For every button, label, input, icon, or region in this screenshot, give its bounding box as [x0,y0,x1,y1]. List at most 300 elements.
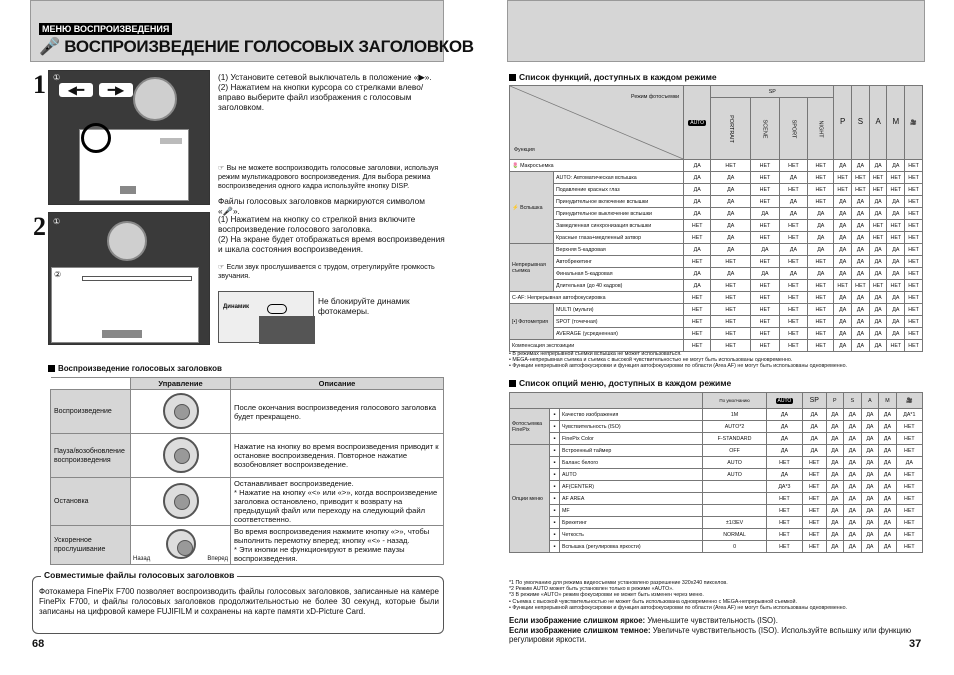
row-desc: После окончания воспроизведения голосового заголовка будет прекращено. [231,390,444,434]
dark-label: Если изображение слишком темное: [509,625,651,635]
mode-auto: AUTO [684,86,711,160]
mt-cell: ДА [844,409,862,421]
ft-cell: НЕТ [779,160,807,172]
ft-row [510,304,923,316]
speaker-label: Динамик [223,304,250,310]
mt-default-cell: 1M [703,409,767,421]
ft-cell: НЕТ [869,232,887,244]
mt-default-cell: OFF [703,445,767,457]
mt-cell: ДА [861,469,879,481]
ft-cell: НЕТ [751,184,780,196]
mt-group-label: Фотосъемка FinePix [510,409,550,445]
ft-cell: ДА [869,244,887,256]
footnote: *3 В режиме «AUTO» режим фокусировки не может быть изменен через меню. [509,592,704,599]
menu-item-icon: ▪ [550,493,560,505]
ft-func-label: C-AF: Непрерывная автофокусировка [510,292,684,304]
ft-cell: ДА [852,316,870,328]
ft-cell: НЕТ [869,184,887,196]
ft-row [510,208,923,220]
mode-m: M [887,86,905,160]
right-page [477,0,954,675]
dpad-lr-icon [131,526,231,565]
mt-cell: ДА [861,529,879,541]
speaker-note: Не блокируйте динамик фотокамеры. [318,296,410,316]
ft-cell: НЕТ [751,304,780,316]
ft-cell: ДА [852,160,870,172]
mt-cell: ДА [766,445,802,457]
section-heading: Воспроизведение голосовых заголовков [48,364,222,373]
ft-cell: ДА [852,268,870,280]
ft-row [510,280,923,292]
mt-cell: ДА [861,433,879,445]
ft-cell: ДА [834,208,852,220]
ft-cell: НЕТ [684,220,711,232]
arrow-right-icon: ━▶ [99,83,133,97]
ft-cell: НЕТ [905,328,923,340]
mt-cell: ДА [861,493,879,505]
ft-cell: ДА [834,232,852,244]
mt-default-cell: ±1/3EV [703,517,767,529]
row-desc: Останавливает воспроизведение. * Нажатие на кнопку «<» или «>», когда воспроизведение заголовка остановлено, приводит к возврату на предыдущий файл или переходу на следующий файл соответственно. [231,478,444,526]
ft-cell: НЕТ [852,172,870,184]
ft-cell: НЕТ [905,268,923,280]
ft-cell: ДА [779,208,807,220]
mt-cell: ДА [879,529,897,541]
menu-tag: МЕНЮ ВОСПРОИЗВЕДЕНИЯ [39,23,172,35]
mt-cell: НЕТ [896,469,922,481]
step-number-1: 1 [33,70,46,99]
mt-option-label: Качество изображения [560,409,703,421]
ft-cell: ДА [808,244,834,256]
ft-cell: НЕТ [834,172,852,184]
ft-row [510,268,923,280]
mt-cell: ДА [879,541,897,553]
mt-cell: НЕТ [802,457,826,469]
mt-cell: ДА [844,457,862,469]
ft-cell: ДА [684,280,711,292]
ft-cell: ДА [808,268,834,280]
ft-row [510,340,923,352]
ft-cell: ДА [808,208,834,220]
play-indicator [120,186,136,194]
mt-cell: ДА [766,469,802,481]
menu-item-icon: ▪ [550,505,560,517]
ft-func-label: 🌷 Макросъемка [510,160,684,172]
ft-sub-label: Красные глаза+медленный затвор [554,232,684,244]
mt-cell: ДА [879,421,897,433]
corner-cell [51,378,131,390]
mt-cell: ДА [861,409,879,421]
ft-cell: ДА [852,340,870,352]
ft-cell: НЕТ [905,244,923,256]
ft-cell: НЕТ [751,292,780,304]
mt-cell: ДА [826,445,844,457]
mt-cell: НЕТ [802,505,826,517]
bright-text: Уменьшите чувствительность (ISO). [645,616,778,625]
ft-group-label: [•] Фотометрия [510,304,554,340]
menu-item-icon: ▪ [550,469,560,481]
ft-cell: ДА [852,232,870,244]
ft-cell: ДА [869,256,887,268]
mt-option-label: Баланс белого [560,457,703,469]
frame-counter [160,138,182,144]
menu-table [509,392,923,553]
ft-cell: НЕТ [779,232,807,244]
ft-cell: ДА [887,292,905,304]
ft-cell: ДА [751,244,780,256]
menu-item-icon: ▪ [550,481,560,493]
step1-note: ☞ Вы не можете воспроизводить голосовые заголовки, используя режим мультикадрового воспроизведения. Для выбора режима воспроизведения одного кадра используйте кнопку DISP. [218,163,439,190]
ft-cell: НЕТ [684,292,711,304]
mt-cell: ДА [844,421,862,433]
ft-cell: НЕТ [808,196,834,208]
ft-cell: ДА [834,328,852,340]
callout-2a: ① [53,217,61,226]
ft-cell: НЕТ [905,160,923,172]
ft-cell: ДА [834,292,852,304]
mt-default-cell [703,481,767,493]
ft-cell: НЕТ [711,160,751,172]
dpad-up-icon [131,390,231,434]
mt-cell: ДА [826,529,844,541]
mt-cell: ДА [826,457,844,469]
page-title: 🎤 ВОСПРОИЗВЕДЕНИЕ ГОЛОСОВЫХ ЗАГОЛОВКОВ [39,37,474,56]
ft-cell: НЕТ [887,172,905,184]
mt-cell: ДА [826,421,844,433]
ft-sub-label: Верхняя 5-кадровая [554,244,684,256]
mt-cell: ДА [879,481,897,493]
ft-cell: ДА [808,220,834,232]
ft-cell: НЕТ [905,232,923,244]
mt-cell: НЕТ [766,457,802,469]
mode-portrait: PORTRAIT [711,98,751,160]
mt-cell: ДА [802,409,826,421]
ft-cell: ДА [779,244,807,256]
mt-option-label: MF [560,505,703,517]
ft-sub-label: MULTI (мульти) [554,304,684,316]
ft-cell: ДА [869,268,887,280]
mt-cell: НЕТ [802,481,826,493]
mt-cell: НЕТ [896,493,922,505]
ft-cell: ДА [869,196,887,208]
ft-cell: ДА [684,172,711,184]
ft-cell: ДА [869,328,887,340]
mt-group-label: Опции меню [510,445,550,553]
microphone-icon: 🎤 [39,37,65,56]
page-number-right: 37 [909,638,922,650]
mt-row [510,529,923,541]
ft-group-label: Непрерывная съемка [510,244,554,292]
ft-cell: ДА [834,268,852,280]
callout-2b: ② [54,270,62,279]
ft-cell: НЕТ [905,172,923,184]
mt-cell: ДА [879,505,897,517]
ft-cell: НЕТ [905,256,923,268]
notes-block-2 [509,580,847,611]
ft-cell: НЕТ [779,304,807,316]
mt-option-label: Вспышка (регулировка яркости) [560,541,703,553]
ft-cell: НЕТ [711,256,751,268]
note-icon: ☞ [218,163,227,172]
mt-cell: ДА [879,517,897,529]
ft-cell: НЕТ [751,220,780,232]
mode-s: S [852,86,870,160]
camera-body [259,316,315,344]
ft-cell: ДА [852,196,870,208]
ft-cell: НЕТ [751,316,780,328]
ft-func-label: Компенсация экспозиции [510,340,684,352]
table-header-row [51,378,444,390]
mt-cell: ДА*1 [896,409,922,421]
mt-cell: НЕТ [802,517,826,529]
ft-cell: НЕТ [711,340,751,352]
mt-cell: НЕТ [896,433,922,445]
ft-cell: ДА [869,208,887,220]
ft-sub-label: Автобрекетинг [554,256,684,268]
row-label: Пауза/возобновление воспроизведения [51,434,131,478]
ft-cell: НЕТ [684,232,711,244]
ft-sub-label: SPOT (точечная) [554,316,684,328]
row-desc: Во время воспроизведения нажмите кнопку «>», чтобы выполнить перемотку вперед; кнопку «<» - назад. * Эти кнопки не функционируют в режиме паузы воспроизведения. [231,526,444,565]
mt-cell: ДА [861,481,879,493]
ft-cell: ДА [711,244,751,256]
movie-mode-icon-2: 🎥 [896,393,922,409]
ft-row [510,196,923,208]
mt-cell: ДА [844,493,862,505]
footnote: • MEGA-непрерывная съемка и съемка с высокой чувствительностью не могут быть использованы одновременно. [509,357,793,364]
ft-cell: НЕТ [905,196,923,208]
ft-cell: НЕТ [834,184,852,196]
ft-cell: НЕТ [684,328,711,340]
ft-cell: ДА [869,292,887,304]
mt-cell: ДА [766,409,802,421]
ft-cell: НЕТ [808,304,834,316]
mode-p-2: P [826,393,844,409]
ft-cell: НЕТ [808,328,834,340]
ft-cell: ДА [887,304,905,316]
ft-cell: ДА [834,220,852,232]
forward-label: Вперед [207,556,228,562]
ft-cell: НЕТ [852,280,870,292]
table-row [51,478,444,526]
ft-cell: НЕТ [905,316,923,328]
table-row [51,390,444,434]
magnifier-icon [81,123,111,153]
mt-cell: НЕТ [766,529,802,541]
ft-cell: НЕТ [751,160,780,172]
mt-cell: ДА [826,541,844,553]
menu-item-icon: ▪ [550,529,560,541]
mt-cell: НЕТ [896,541,922,553]
ft-cell: ДА [808,232,834,244]
ft-cell: НЕТ [684,256,711,268]
movie-mode-icon: 🎥 [905,86,923,160]
ft-cell: ДА [887,244,905,256]
ft-sub-label: Принудительное выключение вспышки [554,208,684,220]
mt-option-label: AF(CENTER) [560,481,703,493]
section2-heading: Список опций меню, доступных в каждом режиме [509,378,731,388]
ft-cell: НЕТ [834,280,852,292]
mt-row [510,445,923,457]
ft-row [510,316,923,328]
mt-cell: ДА [826,517,844,529]
ft-cell: ДА [887,196,905,208]
ft-cell: ДА [887,328,905,340]
step-number-2: 2 [33,212,46,241]
mt-cell: НЕТ [766,505,802,517]
ft-cell: ДА [869,304,887,316]
mt-cell: ДА [844,529,862,541]
default-header: По умолчанию [703,393,767,409]
mt-cell: ДА [802,421,826,433]
mt-cell: ДА [879,469,897,481]
mt-row [510,409,923,421]
mt-cell: ДА [879,493,897,505]
ft-cell: НЕТ [869,220,887,232]
row-label: Ускоренное прослушивание [51,526,131,565]
ft-cell: ДА [852,256,870,268]
mt-cell: ДА [861,457,879,469]
footnote: • Съемка с высокой чувствительностью не может быть использована одновременно с MEGA-непрерывной съемкой. [509,598,797,605]
mode-scene: SCENE [751,98,780,160]
callout-1: ① [53,73,61,82]
ft-header-row [510,86,923,98]
mt-cell: НЕТ [896,517,922,529]
mt-cell: ДА [826,493,844,505]
ft-cell: ДА [684,268,711,280]
ft-cell: ДА [887,268,905,280]
control-indicator [102,330,142,338]
playback-bar [82,276,192,281]
ft-cell: НЕТ [905,208,923,220]
brightness-advice [509,616,923,645]
ft-cell: НЕТ [711,280,751,292]
mt-cell: ДА [861,421,879,433]
notes-block-1 [509,351,847,370]
mt-cell: ДА [861,505,879,517]
mt-cell: ДА [861,517,879,529]
mt-default-cell: AUTO*2 [703,421,767,433]
back-label: Назад [133,556,151,562]
ft-row [510,220,923,232]
ft-cell: ДА [684,196,711,208]
ft-cell: ДА [887,208,905,220]
mt-row [510,517,923,529]
mt-option-label: Встроенный таймер [560,445,703,457]
ft-cell: НЕТ [808,292,834,304]
mt-cell: НЕТ [802,541,826,553]
ft-cell: НЕТ [808,316,834,328]
ft-corner [510,86,684,160]
ft-cell: ДА [852,292,870,304]
section1-heading: Список функций, доступных в каждом режиме [509,72,717,82]
mt-default-cell: 0 [703,541,767,553]
mt-cell: ДА [826,433,844,445]
ft-sub-label: Длительная (до 40 кадров) [554,280,684,292]
th-description: Описание [231,378,444,390]
ft-cell: НЕТ [905,220,923,232]
mt-cell: ДА*3 [766,481,802,493]
ft-cell: НЕТ [779,220,807,232]
ft-cell: НЕТ [751,280,780,292]
footnote: • Функции непрерывной автофокусировки и функция автофокусировки по области (Area AF) не могут быть использованы одновременно. [509,363,848,370]
mt-cell: ДА [879,409,897,421]
left-header [30,0,474,62]
page-number-left: 68 [32,638,45,650]
camera-back-photo-2 [48,212,210,345]
footnote: *1 По умолчанию для режима видеосъемки установлено разрешение 320х240 пикселов. [509,580,728,586]
ft-cell: НЕТ [887,280,905,292]
mt-default-cell: AUTO [703,457,767,469]
mt-cell: ДА [766,421,802,433]
menu-item-icon: ▪ [550,541,560,553]
mode-night: NIGHT [808,98,834,160]
mt-option-label: Брекетинг [560,517,703,529]
ft-cell: ДА [751,208,780,220]
compat-title: Совместимые файлы голосовых заголовков [41,570,237,580]
mt-row [510,457,923,469]
mt-cell: ДА [826,469,844,481]
ft-cell: НЕТ [779,280,807,292]
ft-cell: НЕТ [905,304,923,316]
ft-cell: НЕТ [887,232,905,244]
mt-cell: НЕТ [766,517,802,529]
ft-cell: НЕТ [869,280,887,292]
ft-cell: НЕТ [779,340,807,352]
ft-cell: ДА [711,172,751,184]
ft-cell: ДА [852,220,870,232]
mt-cell: ДА [844,505,862,517]
ft-cell: ДА [869,340,887,352]
ft-cell: НЕТ [905,280,923,292]
ft-sub-label: Принудительное включение вспышки [554,196,684,208]
row-label: Остановка [51,478,131,526]
ft-sub-label: Финальная 5-кадровая [554,268,684,280]
ft-cell: НЕТ [887,340,905,352]
mt-cell: ДА [766,433,802,445]
mt-cell: ДА [802,445,826,457]
footnote: *2 Режим AUTO может быть установлен только в режиме «AUTO». [509,586,674,593]
mt-cell: НЕТ [802,529,826,541]
function-table [509,85,923,352]
ft-cell: НЕТ [779,292,807,304]
mt-default-cell: F-STANDARD [703,433,767,445]
ft-cell: НЕТ [808,184,834,196]
ft-cell: НЕТ [751,232,780,244]
ft-cell: НЕТ [751,172,780,184]
ft-cell: НЕТ [852,184,870,196]
ft-cell: ДА [834,160,852,172]
ft-cell: ДА [834,244,852,256]
ft-cell: ДА [684,208,711,220]
ft-cell: НЕТ [808,256,834,268]
ft-cell: НЕТ [751,256,780,268]
ft-row [510,328,923,340]
mt-cell: НЕТ [766,541,802,553]
ft-group-label: ⚡ Вспышка [510,172,554,244]
ft-cell: НЕТ [779,184,807,196]
ft-cell: ДА [887,316,905,328]
ft-cell: ДА [779,268,807,280]
mt-cell: ДА [826,481,844,493]
mt-row [510,493,923,505]
ft-cell: ДА [869,316,887,328]
ft-cell: НЕТ [684,316,711,328]
ft-cell: ДА [852,244,870,256]
ft-cell: ДА [852,304,870,316]
mode-sport: SPORT [779,98,807,160]
ft-cell: ДА [684,244,711,256]
